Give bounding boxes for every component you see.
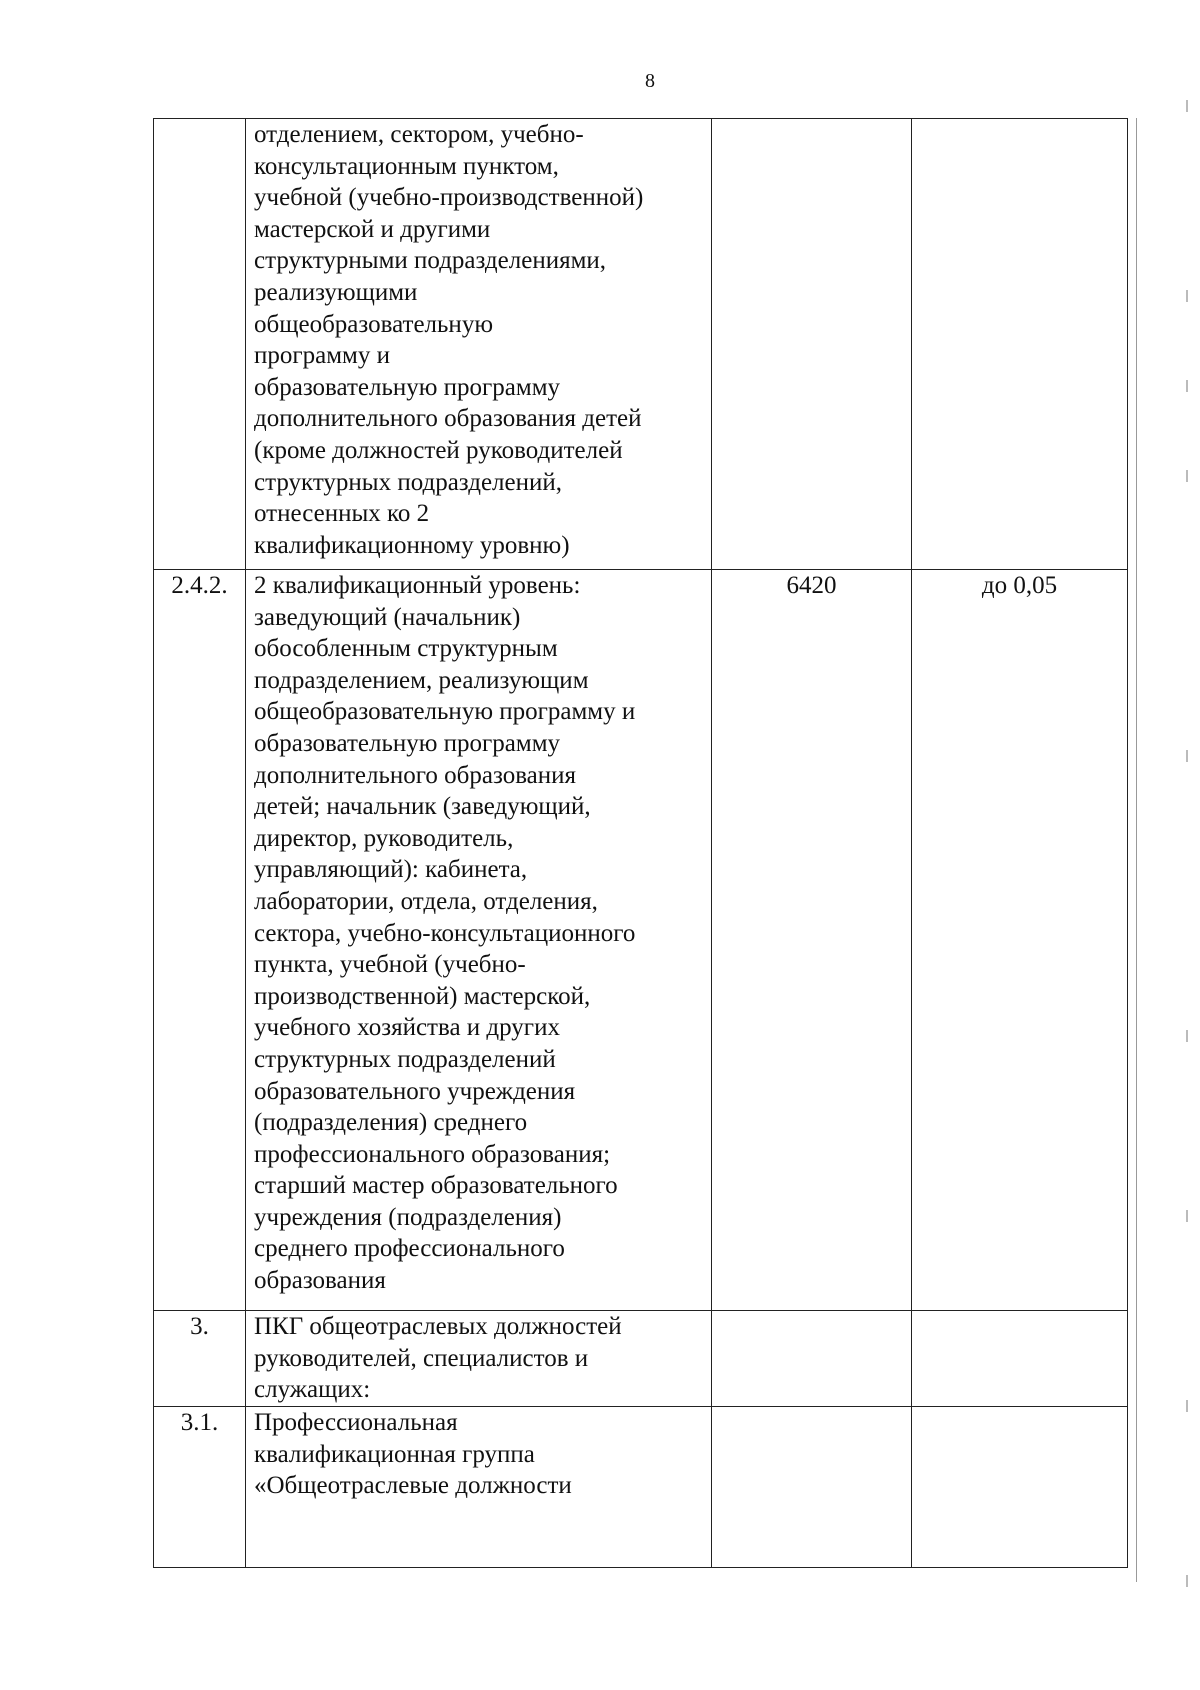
row-number: 2.4.2. bbox=[154, 570, 246, 1311]
position-description: отделением, сектором, учебно- консультационным пунктом, учебной (учебно-производственной) мастерской и другими структурными подразделениями, реализующими общеобразовательную программу и образовательную программу дополнительного образования детей (кроме должностей руководителей структурных подразделений, отнесенных ко 2 квалификационному уровню) bbox=[246, 119, 712, 570]
table-row bbox=[154, 570, 1128, 1311]
salary-table bbox=[153, 118, 1128, 1568]
scan-mark bbox=[1186, 100, 1188, 112]
row-number: 3.1. bbox=[154, 1407, 246, 1568]
scan-mark bbox=[1186, 290, 1188, 302]
position-description: ПКГ общеотраслевых должностей руководителей, специалистов и служащих: bbox=[246, 1311, 712, 1407]
scan-mark bbox=[1186, 1030, 1188, 1042]
table-row bbox=[154, 119, 1128, 570]
base-salary bbox=[712, 119, 912, 570]
base-salary bbox=[712, 1311, 912, 1407]
row-number: 3. bbox=[154, 1311, 246, 1407]
position-description: Профессиональная квалификационная группа «Общеотраслевые должности bbox=[246, 1407, 712, 1568]
row-number bbox=[154, 119, 246, 570]
coefficient: до 0,05 bbox=[912, 570, 1128, 1311]
scan-mark bbox=[1186, 470, 1188, 482]
scan-mark bbox=[1186, 750, 1188, 762]
scan-edge-line bbox=[1136, 118, 1137, 1582]
table-row bbox=[154, 1311, 1128, 1407]
scan-mark bbox=[1186, 1210, 1188, 1222]
scan-mark bbox=[1186, 380, 1188, 392]
coefficient bbox=[912, 1407, 1128, 1568]
coefficient bbox=[912, 1311, 1128, 1407]
table-row bbox=[154, 1407, 1128, 1568]
coefficient bbox=[912, 119, 1128, 570]
base-salary: 6420 bbox=[712, 570, 912, 1311]
position-description: 2 квалификационный уровень: заведующий (начальник) обособленным структурным подразделением, реализующим общеобразовательную программу и образовательную программу дополнительного образования детей; начальник (заведующий, директор, руководитель, управляющий): кабинета, лаборатории, отдела, отделения, сектора, учебно-консультационного пункта, учебной (учебно- производственной) мастерской, учебного хозяйства и других структурных подразделений образовательного учреждения (подразделения) среднего профессионального образования; старший мастер образовательного учреждения (подразделения) среднего профессионального образования bbox=[246, 570, 712, 1311]
scan-mark bbox=[1186, 1575, 1188, 1587]
base-salary bbox=[712, 1407, 912, 1568]
page-number: 8 bbox=[645, 70, 655, 92]
scan-mark bbox=[1186, 1400, 1188, 1412]
